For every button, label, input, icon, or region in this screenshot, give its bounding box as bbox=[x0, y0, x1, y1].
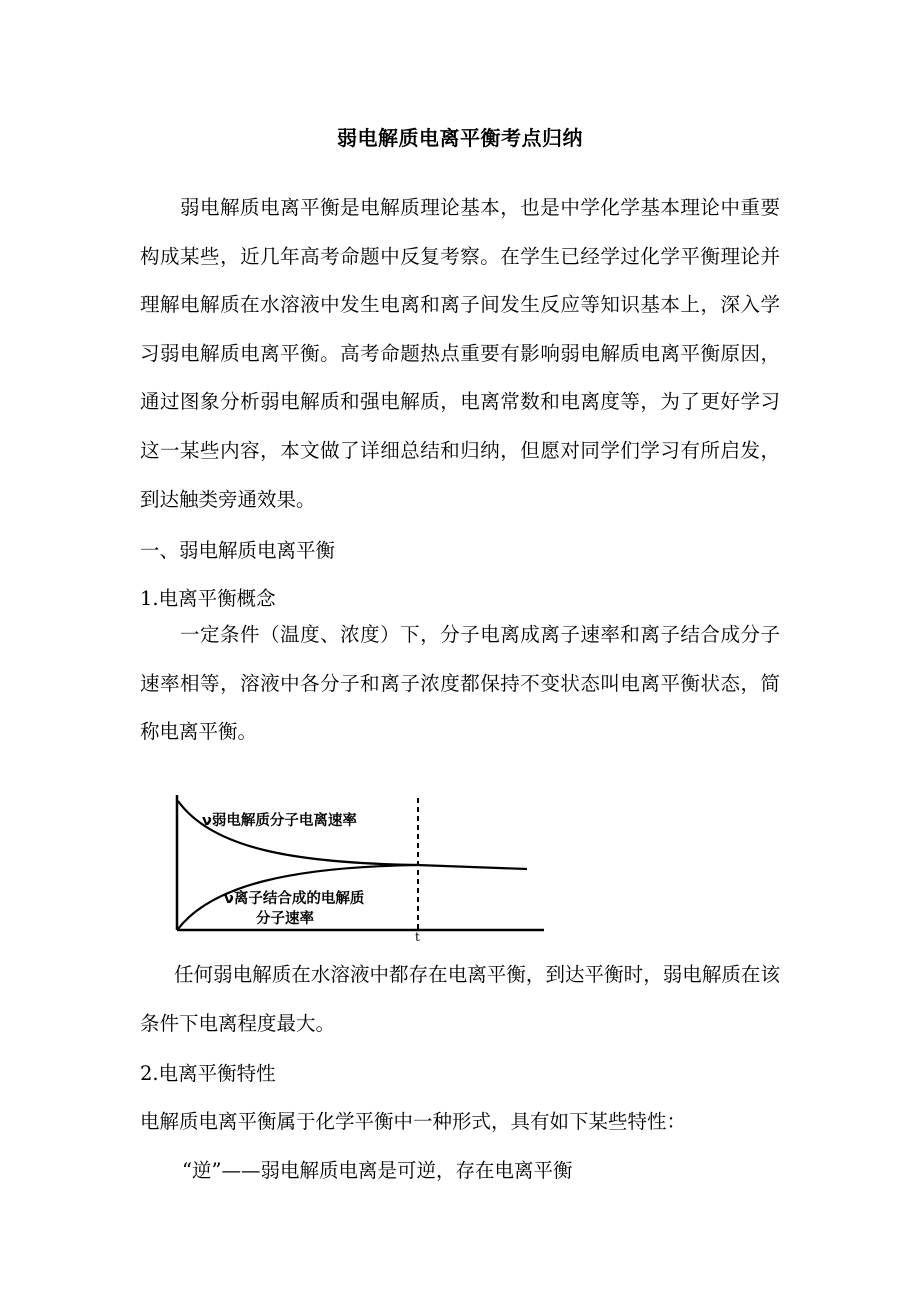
features-intro: 电解质电离平衡属于化学平衡中一种形式，具有如下某些特性： bbox=[140, 1110, 687, 1133]
section-heading-1: 一、弱电解质电离平衡 bbox=[140, 539, 336, 562]
concept-paragraph: 一定条件（温度、浓度）下，分子电离成离子速率和离子结合成分子速率相等，溶液中各分子和离子浓度都保持不变状态叫电离平衡状态，简称电离平衡。 bbox=[140, 623, 780, 744]
feature-reversible: “逆”——弱电解质电离是可逆，存在电离平衡 bbox=[182, 1159, 573, 1182]
time-axis-label: t bbox=[415, 930, 420, 943]
ionization-rate-figure bbox=[172, 793, 552, 943]
ionization-rate-label: ν弱电解质分子电离速率 bbox=[202, 813, 357, 829]
association-rate-label-1: ν离子结合成的电解质 bbox=[224, 891, 365, 907]
rate-time-graph bbox=[172, 793, 552, 943]
subsection-heading-1: 1.电离平衡概念 bbox=[140, 587, 276, 610]
ionization-rate-curve bbox=[178, 801, 527, 869]
intro-paragraph: 弱电解质电离平衡是电解质理论基本，也是中学化学基本理论中重要构成某些，近几年高考命题中反复考察。在学生已经学过化学平衡理论并理解电解质在水溶液中发生电离和离子间发生反应等知识基本上，深入学习弱电解质电离平衡。高考命题热点重要有影响弱电解质电离平衡原因，通过图象分析弱电解质和强电解质，电离常数和电离度等，为了更好学习这一某些内容，本文做了详细总结和归纳，但愿对同学们学习有所启发，到达触类旁通效果。 bbox=[140, 196, 780, 511]
page-title: 弱电解质电离平衡考点归纳 bbox=[337, 126, 583, 150]
after-figure-paragraph: 任何弱电解质在水溶液中都存在电离平衡，到达平衡时，弱电解质在该条件下电离程度最大。 bbox=[140, 963, 780, 1035]
association-rate-label-2: 分子速率 bbox=[256, 911, 314, 927]
subsection-heading-2: 2.电离平衡特性 bbox=[140, 1062, 276, 1085]
